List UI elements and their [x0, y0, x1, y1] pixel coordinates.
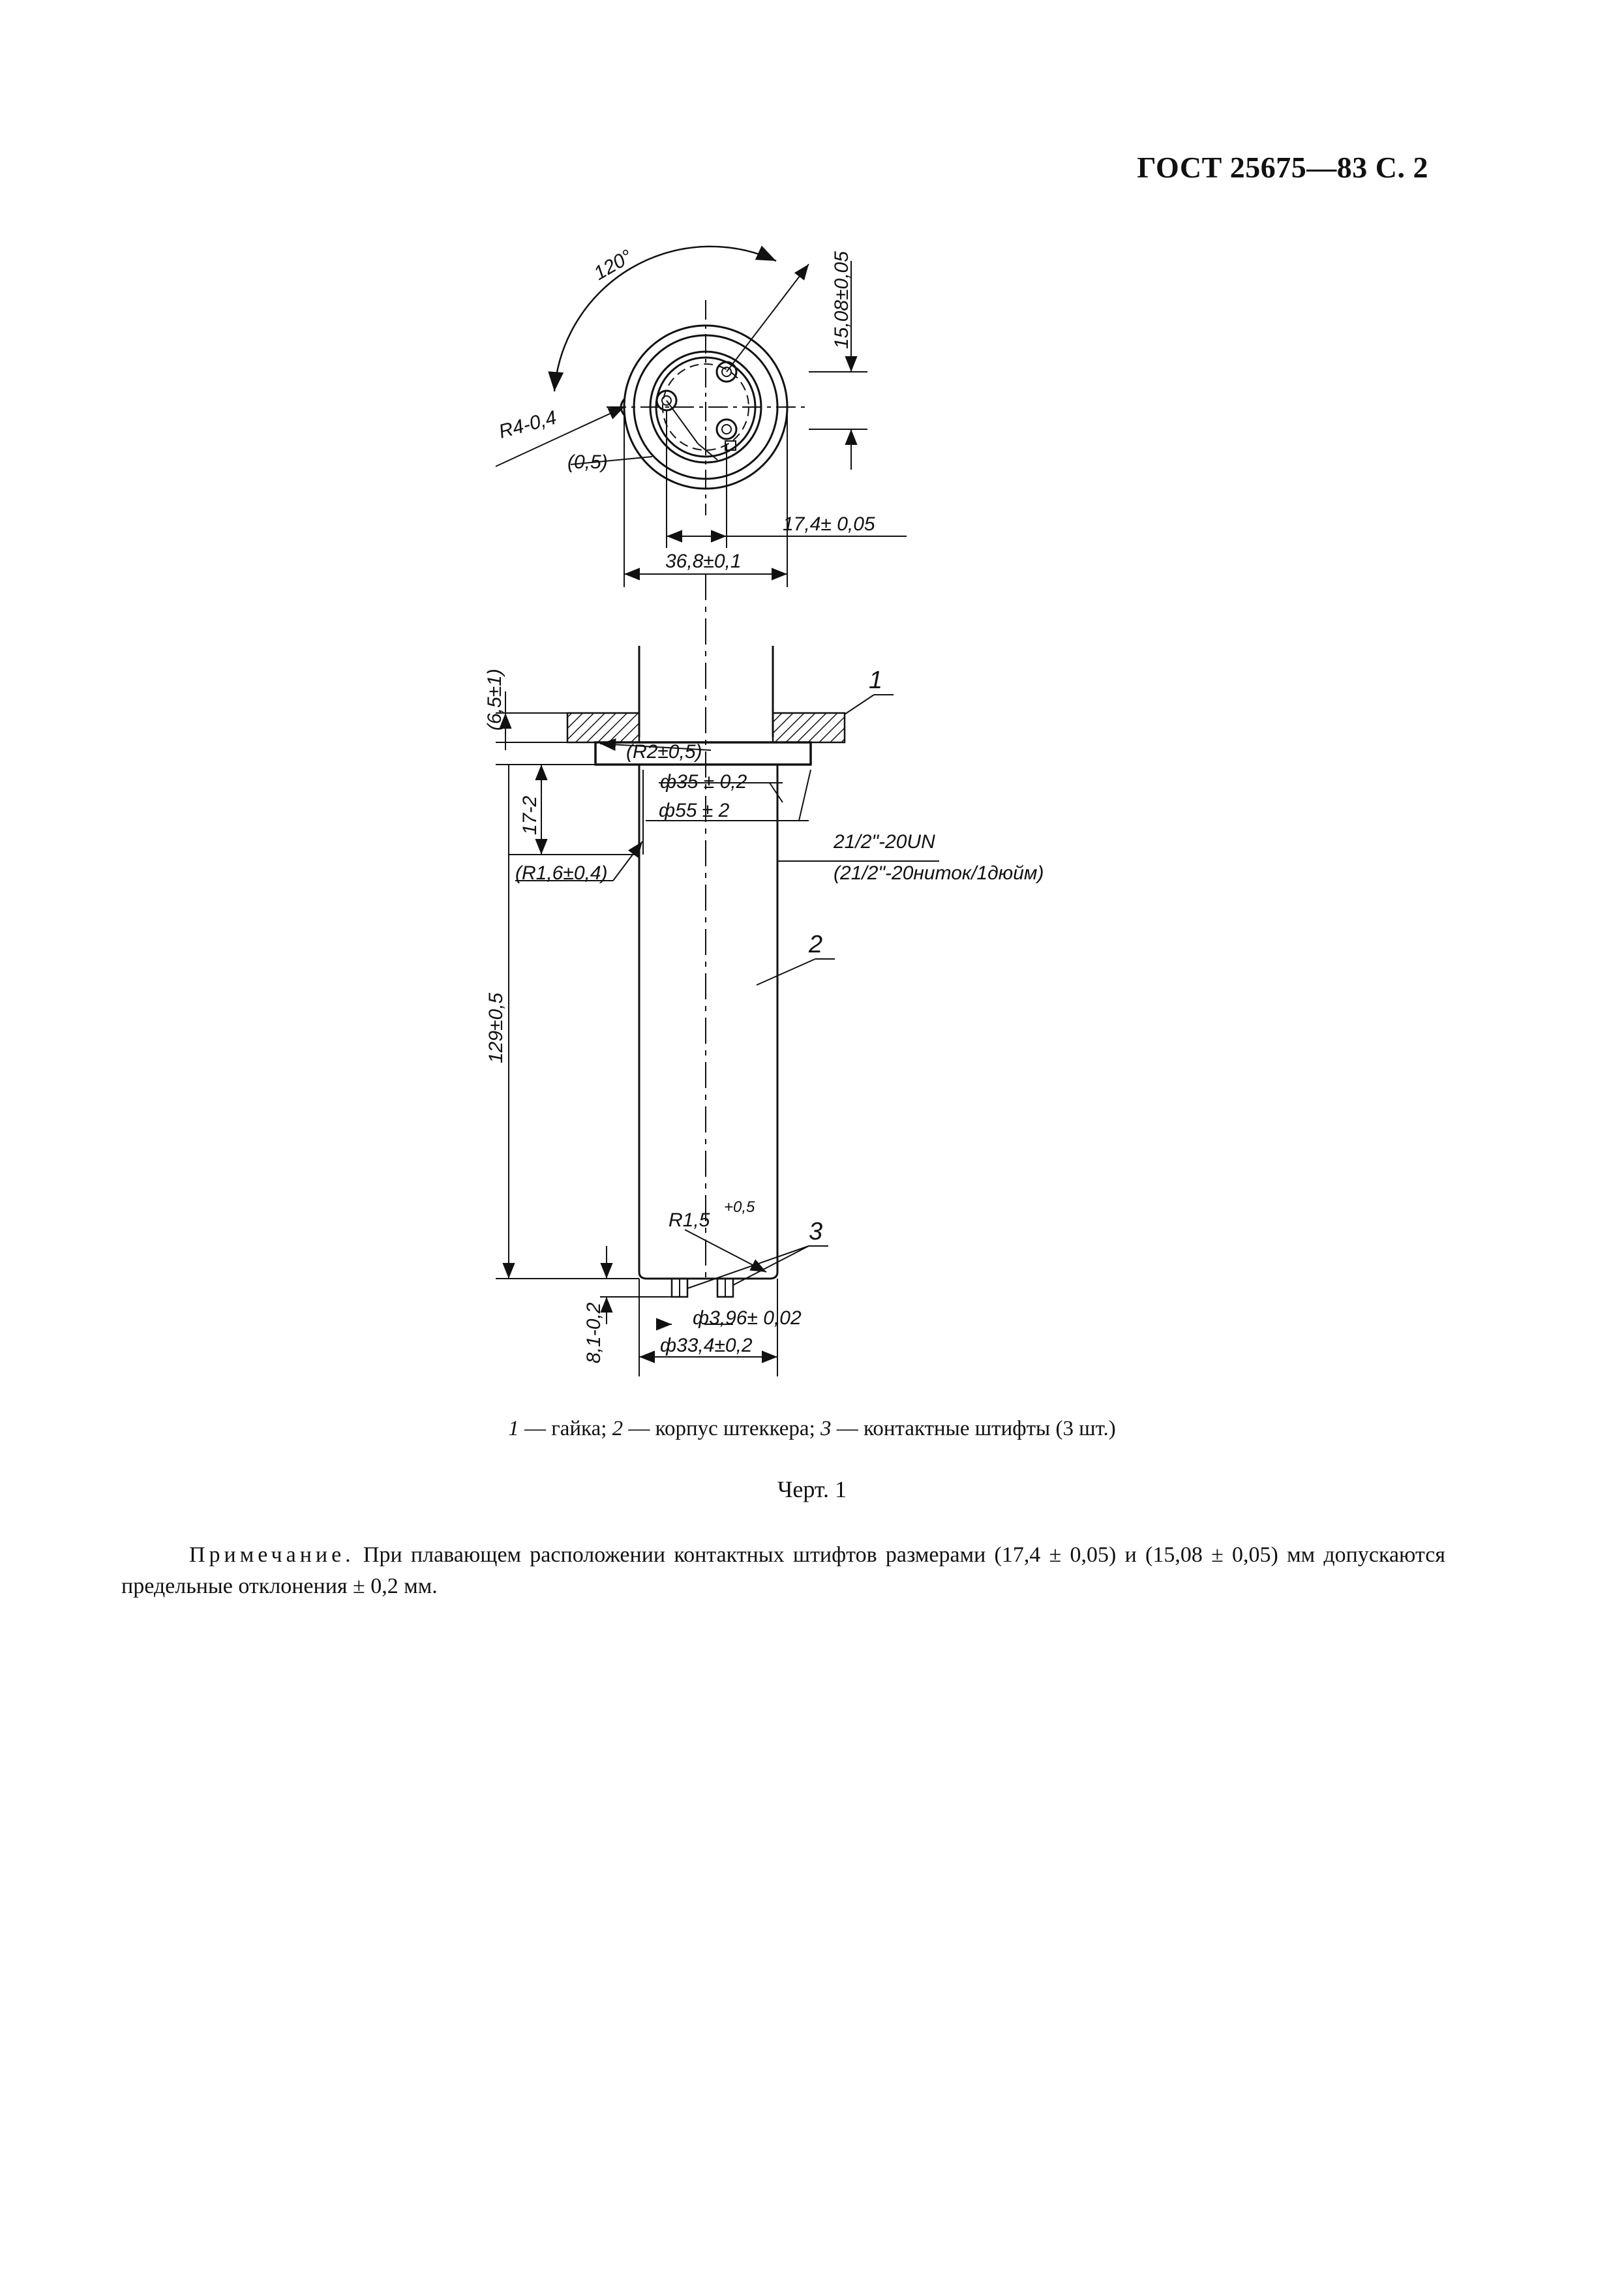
callout-1: 1: [869, 667, 883, 694]
note-paragraph: [121, 1540, 1445, 1602]
callout-3: 3: [809, 1218, 823, 1245]
figure-legend: 1 — гайка; 2 — корпус штеккера; 3 — контактные штифты (3 шт.): [508, 1417, 1116, 1440]
dimension-labels: [484, 245, 1044, 1363]
svg-text:15,08±0,05: 15,08±0,05: [831, 251, 852, 349]
svg-text:ф3,96± 0,02: ф3,96± 0,02: [693, 1307, 802, 1329]
nut-right: [773, 713, 845, 742]
svg-text:17-2: 17-2: [519, 795, 541, 835]
svg-text:(R2±0,5): (R2±0,5): [626, 741, 702, 763]
svg-text:ф33,4±0,2: ф33,4±0,2: [660, 1335, 753, 1356]
side-view: [496, 574, 939, 1376]
svg-text:+0,5: +0,5: [724, 1198, 755, 1216]
note-label: Примечание.: [189, 1543, 355, 1567]
svg-text:36,8±0,1: 36,8±0,1: [665, 551, 742, 572]
svg-text:120°: 120°: [590, 245, 637, 285]
svg-text:129±0,5: 129±0,5: [485, 992, 507, 1063]
svg-text:(21/2"-20ниток/1дюйм): (21/2"-20ниток/1дюйм): [834, 862, 1044, 884]
svg-text:R1,5: R1,5: [669, 1209, 710, 1231]
svg-text:ф55 ± 2: ф55 ± 2: [659, 800, 730, 821]
svg-text:(6,5±1): (6,5±1): [484, 669, 505, 731]
callout-2: 2: [809, 931, 823, 958]
svg-text:ф35 ± 0,2: ф35 ± 0,2: [660, 771, 747, 793]
figure-caption: Черт. 1: [777, 1476, 847, 1502]
svg-text:8,1-0,2: 8,1-0,2: [583, 1302, 605, 1363]
svg-text:(R1,6±0,4): (R1,6±0,4): [515, 862, 608, 884]
svg-text:17,4± 0,05: 17,4± 0,05: [783, 513, 875, 535]
svg-text:R4-0,4: R4-0,4: [496, 406, 559, 443]
note-text: При плавающем расположении контактных штифтов размерами (17,4 ± 0,05) и (15,08 ± 0,05) мм допускаются предельные отклонения ± 0,2 мм.: [121, 1543, 1445, 1598]
nut-left: [567, 713, 639, 742]
page-header: ГОСТ 25675—83 С. 2: [1137, 151, 1428, 184]
svg-text:(0,5): (0,5): [567, 451, 608, 473]
body-outline: [639, 765, 777, 1279]
svg-text:21/2"-20UN: 21/2"-20UN: [834, 831, 935, 853]
